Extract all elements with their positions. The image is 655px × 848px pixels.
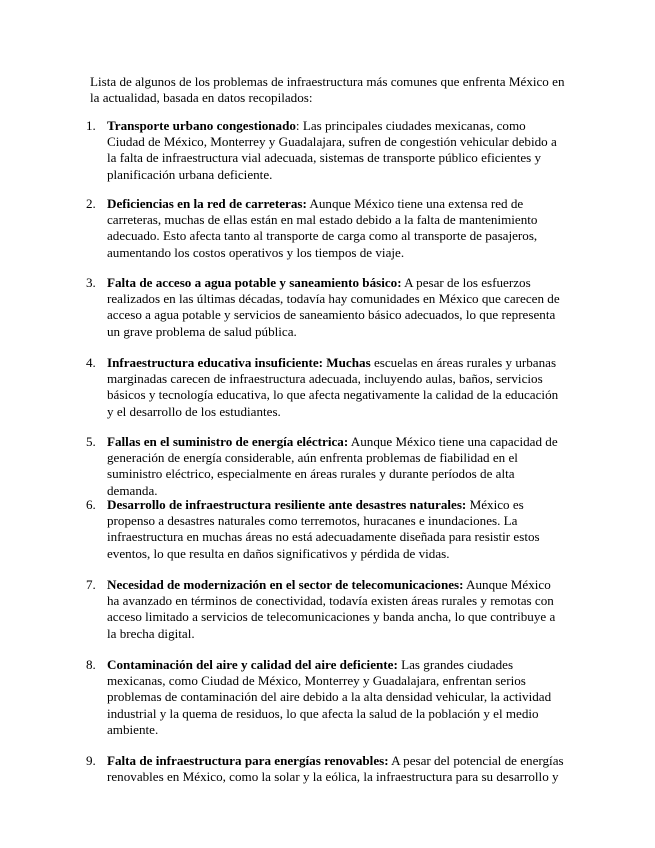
item-body — [107, 355, 565, 420]
item-title: Fallas en el suministro de energía eléctrica: — [107, 434, 349, 449]
item-title: Desarrollo de infraestructura resiliente ante desastres naturales: — [107, 497, 467, 512]
item-title: Infraestructura educativa insuficiente: Muchas — [107, 355, 371, 370]
item-title: Transporte urbano congestionado — [107, 118, 296, 133]
item-number: 6. — [86, 497, 96, 512]
item-text: escuelas en áreas rurales y urbanas marginadas carecen de infraestructura adecuada, incluyendo aulas, baños, servicios básicos y tecnología educativa, lo que afecta negativamente la calidad de la educación y el desarrollo de los estudiantes. — [107, 355, 559, 419]
item-text: Las grandes ciudades mexicanas, como Ciudad de México, Monterrey y Guadalajara, enfrentan serios problemas de contaminación del aire debido a la alta densidad vehicular, la actividad industrial y la quema de residuos, lo que afecta la salud de la población y el medio ambiente. — [107, 657, 552, 737]
item-title: Falta de infraestructura para energías renovables: — [107, 753, 389, 768]
item-body — [107, 196, 565, 261]
item-number: 8. — [86, 657, 96, 672]
item-number: 1. — [86, 118, 96, 133]
item-body — [107, 434, 565, 499]
item-number: 7. — [86, 577, 96, 592]
item-title: Falta de acceso a agua potable y saneamiento básico: — [107, 275, 402, 290]
item-number: 4. — [86, 355, 96, 370]
item-text: Aunque México ha avanzado en términos de conectividad, todavía existen áreas rurales y remotas con acceso limitado a servicios de telecomunicaciones y banda ancha, lo que contribuye a la brecha digital. — [107, 577, 556, 641]
item-number: 3. — [86, 275, 96, 290]
item-body — [107, 657, 565, 738]
item-title: Necesidad de modernización en el sector de telecomunicaciones: — [107, 577, 464, 592]
item-text: Aunque México tiene una capacidad de generación de energía considerable, aún enfrenta problemas de fiabilidad en el suministro eléctrico, especialmente en áreas rurales y durante períodos de alta demanda. — [107, 434, 558, 498]
item-text: : Las principales ciudades mexicanas, como Ciudad de México, Monterrey y Guadalajara, sufren de congestión vehicular debido a la falta de infraestructura vial adecuada, sistemas de transporte público eficientes y planificación urbana deficiente. — [107, 118, 557, 182]
item-text: A pesar de los esfuerzos realizados en las últimas décadas, todavía hay comunidades en México que carecen de acceso a agua potable y servicios de saneamiento básico adecuados, lo que representa un grave problema de salud pública. — [107, 275, 560, 339]
item-body — [107, 753, 565, 785]
item-body — [107, 118, 565, 183]
item-number: 5. — [86, 434, 96, 449]
item-number: 2. — [86, 196, 96, 211]
item-text: A pesar del potencial de energías renovables en México, como la solar y la eólica, la infraestructura para su desarrollo y — [107, 753, 564, 785]
item-text: México es propenso a desastres naturales como terremotos, huracanes e inundaciones. La infraestructura en muchas áreas no está adecuadamente diseñada para resistir estos eventos, lo que resulta en daños significativos y pérdida de vidas. — [107, 497, 540, 561]
item-body — [107, 577, 565, 642]
item-body — [107, 497, 565, 562]
item-text: Aunque México tiene una extensa red de carreteras, muchas de ellas están en mal estado debido a la falta de mantenimiento adecuado. Esto afecta tanto al transporte de carga como al transporte de pasajeros, aumentando los costos operativos y los tiempos de viaje. — [107, 196, 538, 260]
intro-paragraph: Lista de algunos de los problemas de infraestructura más comunes que enfrenta México en la actualidad, basada en datos recopilados: — [90, 74, 565, 106]
item-number: 9. — [86, 753, 96, 768]
item-title: Contaminación del aire y calidad del aire deficiente: — [107, 657, 398, 672]
item-title: Deficiencias en la red de carreteras: — [107, 196, 307, 211]
item-body — [107, 275, 565, 340]
